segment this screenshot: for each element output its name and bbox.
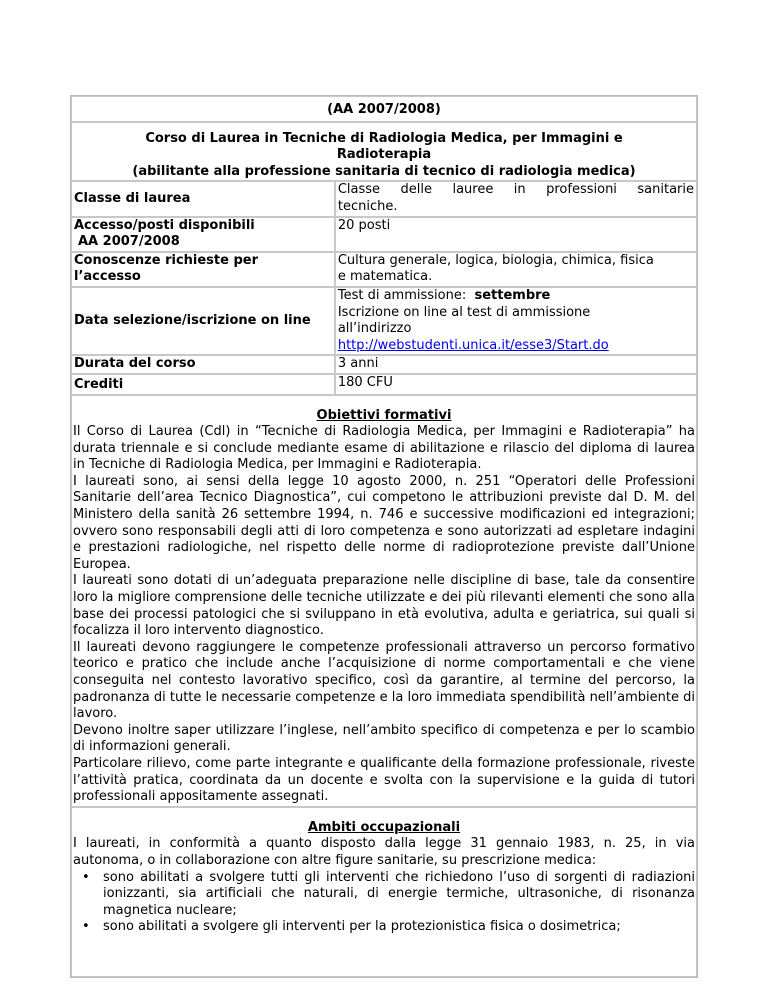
esse3-link[interactable]: http://webstudenti.unica.it/esse3/Start.do [337, 337, 609, 353]
obiettivi-text: Il Corso di Laurea (Cdl) in “Tecniche di Radiologia Medica, per Immagini e Radioterapia” ha durata triennale e si conclude mediante esame di abilitazione e rilascio del diploma di laurea in Tecniche di Radiologia Medica, per Immagini e Radioterapia. I laureati sono, ai sensi della legge 10 agosto 2000, n. 251 “Operatori delle Professioni Sanitarie dell’area Tecnico Diagnostica”, cui competono le attribuzioni previste dal D. M. del Ministero della sanità 26 settembre 1994, n. 746 e successive modificazioni ed integrazioni; ovvero sono responsabili degli atti di loro competenza e sono autorizzati ad espletare indagini e prestazioni radiologiche, nel rispetto delle norme di radioprotezione previste dall’Unione Europea. I laureati sono dotati di un’adeguata preparazione nelle discipline di base, tale da consentire loro la migliore comprensione delle tecniche utilizzate e dei più rilevanti elementi che sono alla base dei processi patologici che si sviluppano in età evolutiva, adulta e geriatrica, sui quali si focalizza il loro intervento diagnostico. Il laureati devono raggiungere le competenze professionali attraverso un percorso formativo teorico e pratico che include anche l’acquisizione di norme comportamentali e che viene conseguita nel contesto lavorativo specifico, così da garantire, al termine del percorso, la padronanza di tutte le necessarie competenze e la loro immediata spendibilità nell’ambiente di lavoro. Devono inoltre saper utilizzare l’inglese, nell’ambito specifico di competenza e per lo scambio di informazioni generali. Particolare rilievo, come parte integrante e qualificante della formazione professionale, riveste l’attività pratica, coordinata da un docente e svolta con la supervisione e la guida di tutori professionali appositamente assegnati. [73, 424, 695, 805]
ambiti-section [71, 807, 697, 977]
durata-value: 3 anni [335, 355, 697, 374]
crediti-label: Crediti [71, 374, 335, 395]
ambiti-intro: I laureati, in conformità a quanto disposto dalla legge 31 gennaio 1983, n. 25, in via autonoma, o in collaborazione con altre figure sanitarie, su prescrizione medica: [73, 836, 695, 868]
course-info-table [70, 95, 698, 978]
conoscenze-label: Conoscenze richieste per l’accesso [71, 252, 335, 287]
course-title: Corso di Laurea in Tecniche di Radiologia Medica, per Immagini e Radioterapia (abilitante alla professione sanitaria di tecnico di radiologia medica) [71, 122, 697, 182]
data-selezione-label: Data selezione/iscrizione on line [71, 287, 335, 355]
crediti-value: 180 CFU [335, 374, 697, 395]
durata-label: Durata del corso [71, 355, 335, 374]
list-item: • sono abilitati a svolgere tutti gli interventi che richiedono l’uso di sorgenti di radiazioni ionizzanti, sia artificiali che naturali, di energie termiche, ultrasoniche, di risonanza magnetica nucleare; [103, 870, 695, 920]
obiettivi-section [71, 395, 697, 807]
ambiti-list [73, 870, 695, 936]
accesso-value: 20 posti [335, 217, 697, 252]
obiettivi-heading: Obiettivi formativi [316, 407, 452, 423]
conoscenze-value: Cultura generale, logica, biologia, chimica, fisica e matematica. [335, 252, 697, 287]
academic-year: (AA 2007/2008) [71, 96, 697, 122]
document [70, 95, 698, 978]
accesso-label: Accesso/posti disponibili AA 2007/2008 [71, 217, 335, 252]
classe-value: Classe delle lauree in professioni sanitarie tecniche. [335, 181, 697, 216]
ambiti-heading: Ambiti occupazionali [307, 819, 461, 835]
data-selezione-value: Test di ammissione: settembre Iscrizione on line al test di ammissione all’indirizzo http://webstudenti.unica.it/esse3/Start.do [335, 287, 697, 355]
classe-label: Classe di laurea [71, 181, 335, 216]
list-item: • sono abilitati a svolgere gli interventi per la protezionistica fisica o dosimetrica; [103, 919, 695, 936]
